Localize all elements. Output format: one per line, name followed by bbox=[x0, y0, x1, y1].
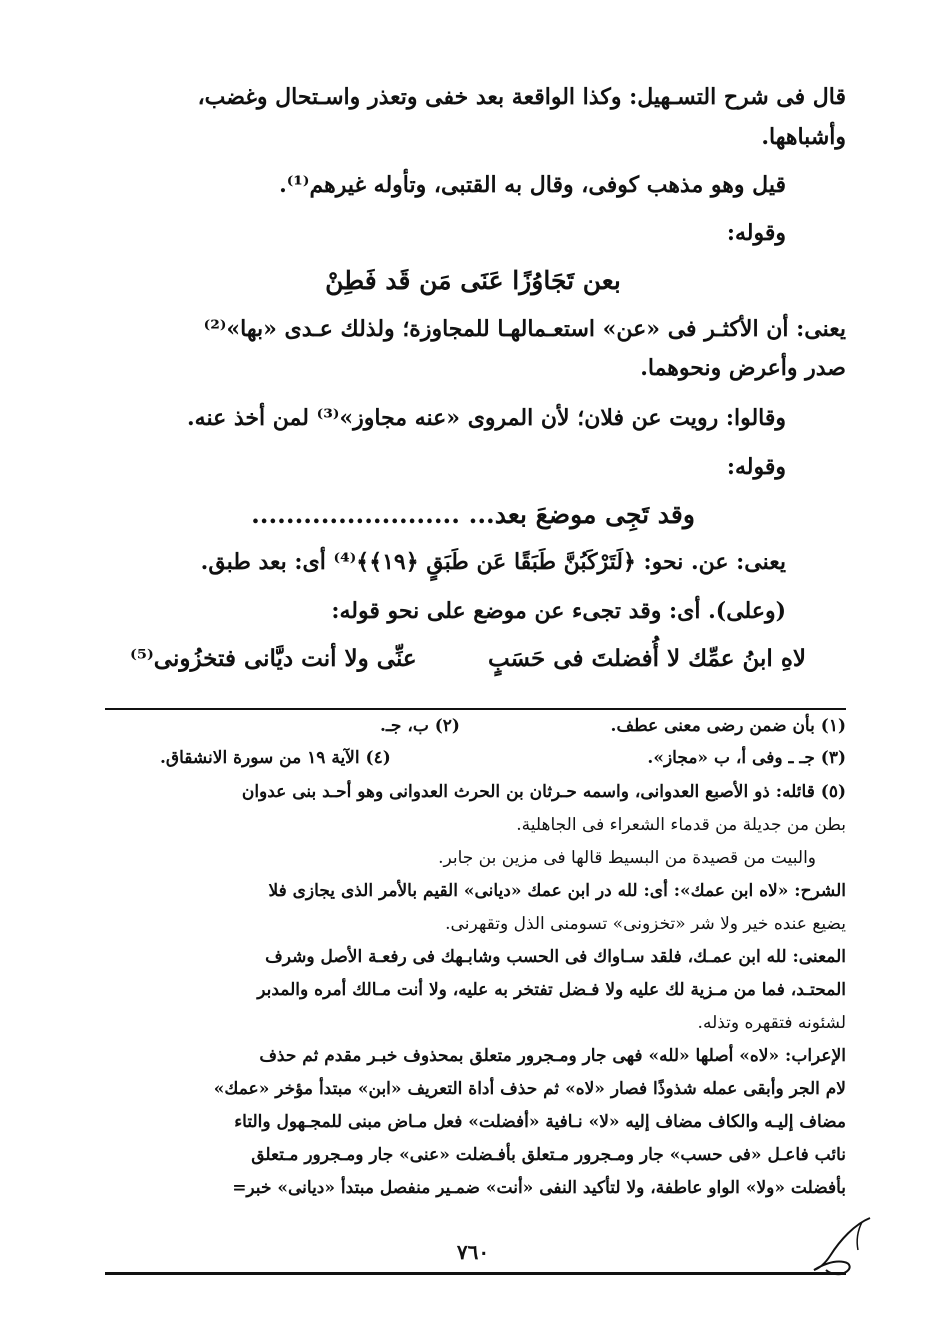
body-text-line: قيل وهو مذهب كوفى، وقال به القتبى، وتأوله غيرهم⁽¹⁾. bbox=[279, 172, 786, 198]
footnote: (٣) جـ ـ وفى أ، ب «مجاز». bbox=[647, 748, 846, 768]
body-text-line: وقالوا: رويت عن فلان؛ لأن المروى «عنه مجاوز»⁽³⁾ لمن أخذ عنه. bbox=[187, 405, 786, 431]
footnote-row bbox=[160, 748, 846, 768]
footnote-row bbox=[380, 716, 846, 736]
footnote-line: يضيع عنده خير ولا شر «تخزونى» تسومنى الذل وتقهرنى. bbox=[445, 914, 846, 934]
body-text-line: يعنى: أن الأكثـر فى «عن» استعـمالهـا للمجاوزة؛ ولذلك عـدى «بها»⁽²⁾ bbox=[203, 316, 846, 342]
page-number: ٧٦٠ bbox=[456, 1240, 490, 1264]
body-text-line: قال فى شرح التسـهيل: وكذا الواقعة بعد خفى وتعذر واسـتحال وغضب، bbox=[197, 84, 846, 110]
footnote-line: لام الجر وأبقى عمله شذوذًا فصار «لاه» ثم حذف أداة التعريف «ابن» مبتدأ مؤخر «عمك» bbox=[213, 1079, 846, 1099]
footnote-line: المعنى: لله ابن عمـك، فلقد سـاواك فى الحسب وشابـهك فى رفعـة الأصل وشرف bbox=[265, 947, 846, 967]
verse-line: وقد تَجِى موضعَ بعد... ........................ bbox=[251, 500, 695, 529]
footnote-line: المحتـد، فما من مـزية لك عليه ولا فـضل تفتخر به عليه، ولا أنت مـالك أمره والمدبر bbox=[257, 980, 846, 1000]
footnote-separator bbox=[105, 708, 846, 710]
body-text-line: وقوله: bbox=[726, 220, 786, 246]
footnote-line: مضاف إليـه والكاف مضاف إليه «لا» نـافية «أفضلت» فعل مـاض مبنى للمجـهول والتاء bbox=[234, 1112, 846, 1132]
verse-first-hemistich: لاهِ ابنُ عمِّك لا أُفضلتَ فى حَسَبٍ bbox=[487, 645, 806, 672]
footnote-line: والبيت من قصيدة من البسيط قالها فى مزين بن جابر. bbox=[438, 848, 816, 868]
body-text-line: صدر وأعرض ونحوهما. bbox=[640, 355, 846, 381]
footnote-line: (٥) قائله: ذو الأصبع العدوانى، واسمه حـرثان بن الحرث العدوانى وهو أحـد بنى عدوان bbox=[241, 782, 846, 802]
body-text-line: يعنى: عن. نحو: ﴿لَتَرْكَبُنَّ طَبَقًا عَن طَبَقٍ ﴿١٩﴾﴾⁽⁴⁾ أى: بعد طبق. bbox=[200, 549, 786, 575]
bottom-rule bbox=[105, 1272, 846, 1275]
verse-line: بعن تَجَاوُزًا عَنَى مَن قَد فَطِنْ bbox=[325, 266, 621, 295]
footnote-line: لشئونه فتقهره وتذله. bbox=[697, 1013, 846, 1033]
footnote-line: نائب فاعـل «فى حسب» جار ومـجرور مـتعلق بأفـضلت «عنى» جار ومـجرور مـتعلق bbox=[251, 1145, 846, 1165]
footnote: (١) بأن ضمن رضى معنى عطف. bbox=[610, 716, 846, 736]
footnote-line: بأفضلت «ولا» الواو عاطفة، ولا لتأكيد النفى «أنت» ضمـير منفصل مبتدأ «ديانى» خبر= bbox=[232, 1178, 846, 1198]
footnote: (٤) الآية ١٩ من سورة الانشقاق. bbox=[160, 748, 391, 768]
verse-second-hemistich: عنِّى ولا أنت ديَّانى فتخزُونى⁽⁵⁾ bbox=[130, 645, 417, 672]
footnote-line: الإعراب: «لاه» أصلها «لله» فهى جار ومـجرور متعلق بمحذوف خبـر مقدم ثم حذف bbox=[259, 1046, 846, 1066]
body-text-line: وأشباهها. bbox=[761, 124, 846, 150]
body-text-line: وقوله: bbox=[726, 454, 786, 480]
footnote: (٢) ب، جـ. bbox=[380, 716, 460, 736]
verse-line bbox=[130, 645, 806, 672]
body-text-line: (وعلى). أى: وقد تجىء عن موضع على نحو قوله: bbox=[331, 598, 786, 624]
footnote-line: الشرح: «لاه ابن عمك»: أى: لله در ابن عمك «ديانى» القيم بالأمر الذى يجازى فلا bbox=[268, 881, 846, 901]
footnote-line: بطن من جديلة من قدماء الشعراء فى الجاهلية. bbox=[516, 815, 846, 835]
